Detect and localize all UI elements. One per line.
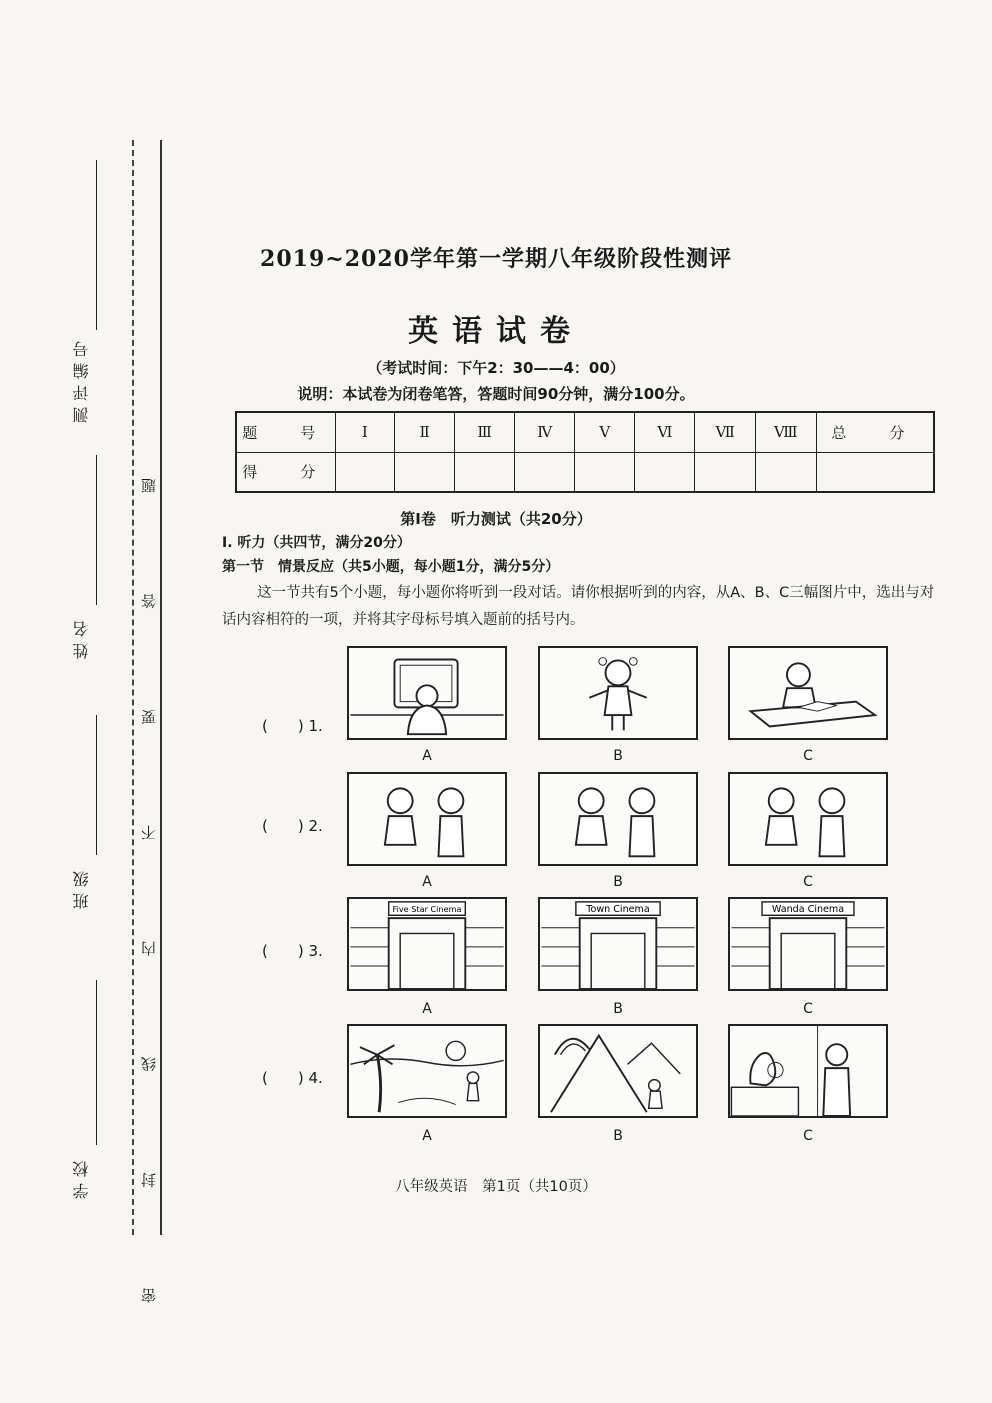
q2-option-a: A bbox=[422, 874, 432, 890]
score-header-cell: Ⅰ bbox=[335, 412, 395, 452]
question-3-label[interactable]: ( ) 3. bbox=[262, 942, 323, 960]
field-school-line bbox=[96, 980, 97, 1145]
exam-title: 2019~2020学年第一学期八年级阶段性测评 bbox=[260, 246, 732, 272]
score-header-cell: Ⅷ bbox=[755, 412, 816, 452]
question-1-label[interactable]: ( ) 1. bbox=[262, 717, 323, 735]
q3-option-a: A bbox=[422, 1001, 432, 1017]
q2-picture-a[interactable] bbox=[347, 772, 507, 866]
score-cell[interactable] bbox=[515, 452, 575, 492]
score-cell[interactable] bbox=[335, 452, 395, 492]
score-cell[interactable] bbox=[395, 452, 455, 492]
exam-time: （考试时间：下午2：30——4：00） bbox=[367, 359, 625, 377]
field-name-line bbox=[96, 455, 97, 605]
q1-picture-c[interactable] bbox=[728, 646, 888, 740]
q3-option-c: C bbox=[803, 1001, 813, 1017]
score-header-cell: 题 号 bbox=[236, 412, 335, 452]
town-cinema-image bbox=[540, 899, 696, 989]
score-header-cell: Ⅳ bbox=[515, 412, 575, 452]
field-name[interactable] bbox=[70, 615, 120, 659]
exam-note: 说明：本试卷为闭卷笔答，答题时间90分钟，满分100分。 bbox=[297, 385, 695, 403]
seal-solid-line bbox=[160, 140, 162, 1235]
girl-watching-tv-image bbox=[349, 648, 505, 738]
q1-option-c: C bbox=[803, 748, 813, 764]
five-star-cinema-image bbox=[349, 899, 505, 989]
q4-picture-a[interactable] bbox=[347, 1024, 507, 1118]
question-4-label[interactable]: ( ) 4. bbox=[262, 1069, 323, 1087]
score-table-score-row bbox=[236, 452, 934, 492]
bird-and-boy-image bbox=[730, 1026, 886, 1116]
q3-picture-b[interactable] bbox=[538, 897, 698, 991]
part-one-title: 第Ⅰ卷 听力测试（共20分） bbox=[400, 510, 592, 528]
cinema-sign-a: Five Star Cinema bbox=[392, 903, 462, 914]
q4-option-a: A bbox=[422, 1128, 432, 1144]
q1-option-a: A bbox=[422, 748, 432, 764]
score-cell[interactable] bbox=[455, 452, 515, 492]
wanda-cinema-image bbox=[730, 899, 886, 989]
q4-picture-c[interactable] bbox=[728, 1024, 888, 1118]
q1-option-b: B bbox=[613, 748, 623, 764]
instructions: 这一节共有5个小题，每小题你将听到一段对话。请你根据听到的内容，从A、B、C三幅图片中，选出与对话内容相符的一项，并将其字母标号填入题前的括号内。 bbox=[222, 585, 935, 628]
q2-option-b: B bbox=[613, 874, 623, 890]
mountain-hiking-image bbox=[540, 1026, 696, 1116]
score-header-cell: 总 分 bbox=[816, 412, 934, 452]
exam-subject: 英语试卷 bbox=[408, 314, 584, 349]
score-cell[interactable] bbox=[755, 452, 816, 492]
q1-picture-a[interactable] bbox=[347, 646, 507, 740]
score-cell-total[interactable] bbox=[816, 452, 934, 492]
field-class[interactable] bbox=[70, 865, 120, 909]
q3-picture-a[interactable] bbox=[347, 897, 507, 991]
cinema-sign-b: Town Cinema bbox=[586, 903, 650, 915]
girl-reading-image bbox=[730, 648, 886, 738]
listening-section-title: Ⅰ. 听力（共四节，满分20分） bbox=[222, 535, 411, 551]
q1-picture-b[interactable] bbox=[538, 646, 698, 740]
score-cell[interactable] bbox=[575, 452, 635, 492]
field-name-label: 姓名 bbox=[72, 615, 91, 659]
question-2-label[interactable]: ( ) 2. bbox=[262, 817, 323, 835]
two-children-image bbox=[349, 774, 505, 864]
subsection-title: 第一节 情景反应（共5小题，每小题1分，满分5分） bbox=[222, 559, 560, 575]
q3-option-b: B bbox=[613, 1001, 623, 1017]
two-children-neutral-image bbox=[730, 774, 886, 864]
score-header-cell: Ⅴ bbox=[575, 412, 635, 452]
score-row-label: 得 分 bbox=[236, 452, 335, 492]
q2-picture-b[interactable] bbox=[538, 772, 698, 866]
cinema-sign-c: Wanda Cinema bbox=[771, 903, 845, 915]
field-class-line bbox=[96, 715, 97, 855]
score-cell[interactable] bbox=[635, 452, 695, 492]
score-header-cell: Ⅵ bbox=[635, 412, 695, 452]
score-cell[interactable] bbox=[695, 452, 755, 492]
seal-note: 密 封 线 内 不 要 答 题 bbox=[140, 430, 158, 1304]
page-footer: 八年级英语 第1页（共10页） bbox=[395, 1179, 597, 1195]
score-header-cell: Ⅱ bbox=[395, 412, 455, 452]
q2-picture-c[interactable] bbox=[728, 772, 888, 866]
q4-option-b: B bbox=[613, 1128, 623, 1144]
beach-scene-image bbox=[349, 1026, 505, 1116]
q2-option-c: C bbox=[803, 874, 813, 890]
score-table-header-row bbox=[236, 412, 934, 452]
q3-picture-c[interactable] bbox=[728, 897, 888, 991]
score-table bbox=[235, 411, 935, 493]
score-header-cell: Ⅲ bbox=[455, 412, 515, 452]
two-children-smiling-image bbox=[540, 774, 696, 864]
field-class-label: 班级 bbox=[72, 865, 91, 909]
score-header-cell: Ⅶ bbox=[695, 412, 755, 452]
q4-picture-b[interactable] bbox=[538, 1024, 698, 1118]
seal-dashed-line bbox=[132, 140, 134, 1235]
girl-standing-image bbox=[540, 648, 696, 738]
field-test-number-label: 测评编号 bbox=[72, 335, 91, 423]
q4-option-c: C bbox=[803, 1128, 813, 1144]
field-school-label: 学校 bbox=[72, 1155, 91, 1199]
